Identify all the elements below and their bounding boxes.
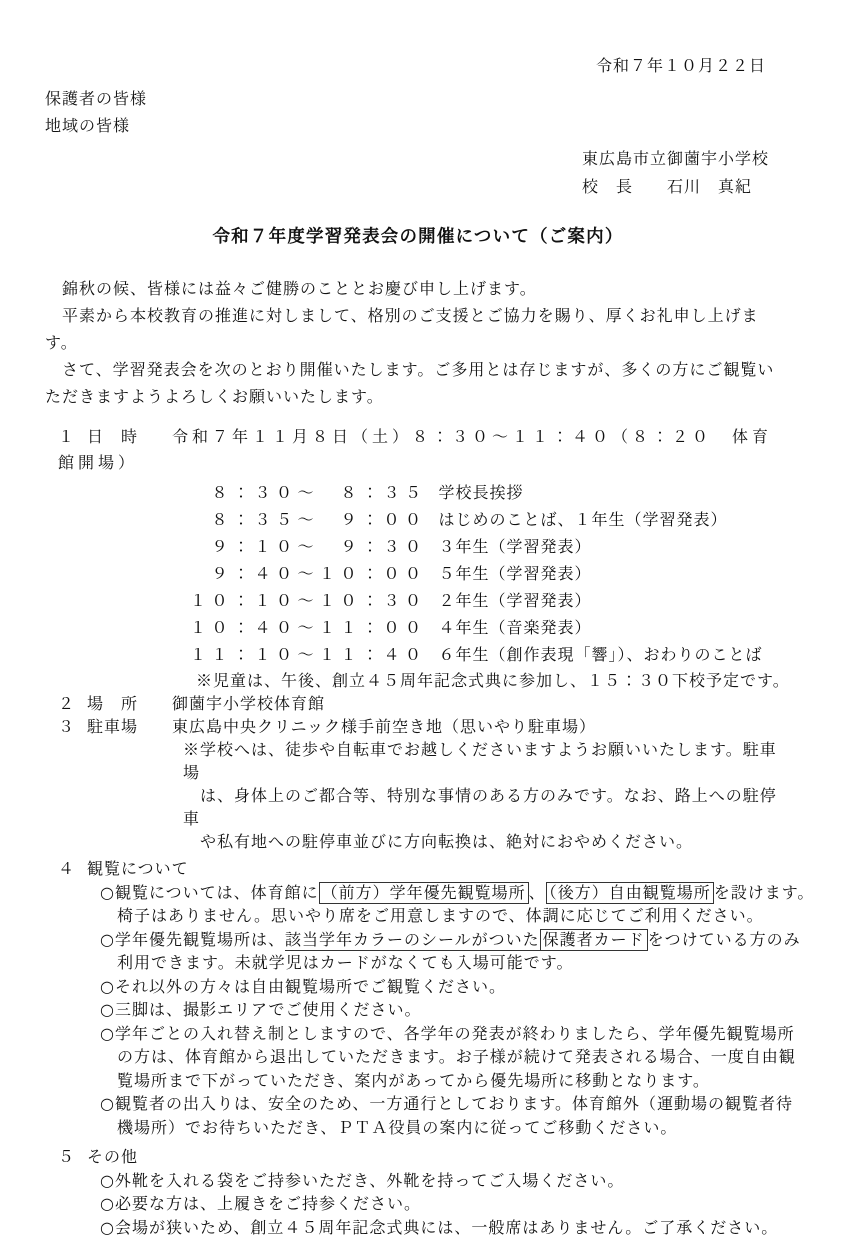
sections (45, 424, 791, 1239)
section-heading (45, 424, 791, 476)
parking-note (45, 738, 791, 853)
schedule-desc: ４年生（音楽発表） (439, 618, 592, 637)
text-segment: 利用できます。未就学児はカードがなくても入場可能です。 (100, 953, 573, 972)
note-line: や私有地への駐停車並びに方向転換は、絶対におやめください。 (183, 830, 791, 853)
bullet-list (45, 1169, 791, 1239)
schedule-time: ８：３５～ ９：００ (190, 510, 427, 529)
bullet-line (100, 1022, 791, 1046)
text-segment: ○学年ごとの入れ替え制としますので、各学年の発表が終わりましたら、学年優先観覧場所 (100, 1024, 795, 1043)
addressee-parents: 保護者の皆様 (45, 85, 791, 112)
section-label: 観覧について (87, 857, 189, 881)
bullet-list (45, 881, 791, 1140)
document-title: 令和７年度学習発表会の開催について（ご案内） (45, 224, 791, 251)
boxed-text: 保護者カード (540, 929, 648, 951)
section-4 (45, 857, 791, 1139)
bullet-line (100, 998, 791, 1022)
schedule-row (190, 587, 791, 614)
bullet-line (100, 1116, 791, 1140)
schedule-note: ※児童は、午後、創立４５周年記念式典に参加し、１５：３０下校予定です。 (45, 670, 791, 692)
sender-principal: 校 長 石川 真紀 (582, 173, 769, 201)
intro-paragraphs (45, 275, 791, 410)
section-heading (45, 692, 791, 715)
text-segment: ○観覧については、体育館に (100, 883, 319, 902)
bullet-line (100, 1045, 791, 1069)
section-text: 東広島中央クリニック様手前空き地（思いやり駐車場） (172, 717, 596, 736)
boxed-text: （前方）学年優先観覧場所 (319, 882, 529, 904)
schedule-row (190, 641, 791, 668)
schedule-row (190, 614, 791, 641)
text-segment: ○必要な方は、上履きをご持参ください。 (100, 1194, 421, 1213)
section-heading (45, 857, 791, 881)
section-number: ５ (58, 1145, 87, 1169)
note-line: は、身体上のご都合等、特別な事情のある方のみです。なお、路上への駐停車 (183, 784, 791, 830)
text-segment: 覧場所まで下がっていただき、案内があってから優先場所に移動となります。 (100, 1071, 710, 1090)
schedule-time: １０：４０～１１：００ (190, 618, 427, 637)
schedule-time: ９：４０～１０：００ (190, 564, 427, 583)
schedule-time: １１：１０～１１：４０ (190, 645, 427, 664)
bullet-line (100, 951, 791, 975)
bullet-line (100, 975, 791, 999)
schedule-time: ９：１０～ ９：３０ (190, 537, 427, 556)
text-segment: ○観覧者の出入りは、安全のため、一方通行としております。体育館外（運動場の観覧者待 (100, 1094, 793, 1113)
text-segment: ○外靴を入れる袋をご持参いただき、外靴を持ってご入場ください。 (100, 1171, 624, 1190)
schedule-row (190, 533, 791, 560)
bullet-line (100, 1169, 791, 1193)
issue-date: 令和７年１０月２２日 (45, 52, 791, 79)
schedule-row (190, 506, 791, 533)
schedule-time: ８：３０～ ８：３５ (190, 483, 427, 502)
schedule-desc: ５年生（学習発表） (439, 564, 592, 583)
schedule-list (45, 479, 791, 668)
bullet-line (100, 881, 791, 905)
section-label: 駐車場 (87, 715, 172, 738)
section-text: 令和７年１１月８日（土）８：３０～１１：４０（８：２０ 体育館開場） (58, 427, 772, 472)
text-segment: ○会場が狭いため、創立４５周年記念式典には、一般席はありません。ご了承ください。 (100, 1218, 778, 1237)
section-number: ４ (58, 857, 87, 881)
text-segment: 機場所）でお待ちいただき、ＰＴＡ役員の案内に従ってご移動ください。 (100, 1118, 677, 1137)
section-heading (45, 715, 791, 738)
bullet-line (100, 928, 791, 952)
section-number: ２ (58, 692, 87, 715)
section-5 (45, 1145, 791, 1239)
schedule-desc: ２年生（学習発表） (439, 591, 592, 610)
bullet-line (100, 1192, 791, 1216)
section-label: 場 所 (87, 692, 172, 715)
schedule-desc: ３年生（学習発表） (439, 537, 592, 556)
section-text: 御薗宇小学校体育館 (172, 694, 325, 713)
bullet-line (100, 904, 791, 928)
text-segment: の方は、体育館から退出していただきます。お子様が続けて発表される場合、一度自由観 (100, 1047, 796, 1066)
text-segment: ○それ以外の方々は自由観覧場所でご観覧ください。 (100, 977, 506, 996)
sender-school: 東広島市立御薗宇小学校 (582, 145, 769, 173)
schedule-desc: ６年生（創作表現「響」）、おわりのことば (439, 645, 763, 664)
section-2 (45, 692, 791, 715)
section-3 (45, 715, 791, 853)
section-label: その他 (87, 1145, 172, 1169)
schedule-row (190, 560, 791, 587)
intro-line: さて、学習発表会を次のとおり開催いたします。ご多用とは存じますが、多くの方にご観覧い (45, 356, 791, 383)
schedule-desc: 学校長挨拶 (439, 483, 524, 502)
section-1 (45, 424, 791, 692)
bullet-line (100, 1216, 791, 1239)
schedule-time: １０：１０～１０：３０ (190, 591, 427, 610)
text-segment: 椅子はありません。思いやり席をご用意しますので、体調に応じてご利用ください。 (100, 906, 764, 925)
text-segment: をつけている方のみ (648, 930, 801, 949)
intro-line: ただきますようよろしくお願いいたします。 (45, 383, 791, 410)
text-segment: ○学年優先観覧場所は、 (100, 930, 285, 949)
bullet-line (100, 1069, 791, 1093)
bullet-line (100, 1092, 791, 1116)
section-label: 日 時 (87, 424, 172, 450)
underlined-text: 該当学年カラーのシールがついた (285, 930, 540, 951)
intro-line: 平素から本校教育の推進に対しまして、格別のご支援とご協力を賜り、厚くお礼申し上げます。 (45, 302, 791, 356)
text-segment: ○三脚は、撮影エリアでご使用ください。 (100, 1000, 421, 1019)
addressee-community: 地域の皆様 (45, 112, 791, 139)
schedule-row (190, 479, 791, 506)
text-segment: 、 (529, 883, 546, 902)
note-line: ※学校へは、徒歩や自転車でお越しくださいますようお願いいたします。駐車場 (183, 738, 791, 784)
boxed-text: （後方）自由観覧場所 (546, 882, 714, 904)
section-number: ３ (58, 715, 87, 738)
section-number: １ (58, 424, 87, 450)
intro-line: 錦秋の候、皆様には益々ご健勝のこととお慶び申し上げます。 (45, 275, 791, 302)
text-segment: を設けます。 (714, 883, 815, 902)
schedule-desc: はじめのことば、１年生（学習発表） (439, 510, 728, 529)
sender-block (582, 145, 769, 200)
section-heading (45, 1145, 791, 1169)
